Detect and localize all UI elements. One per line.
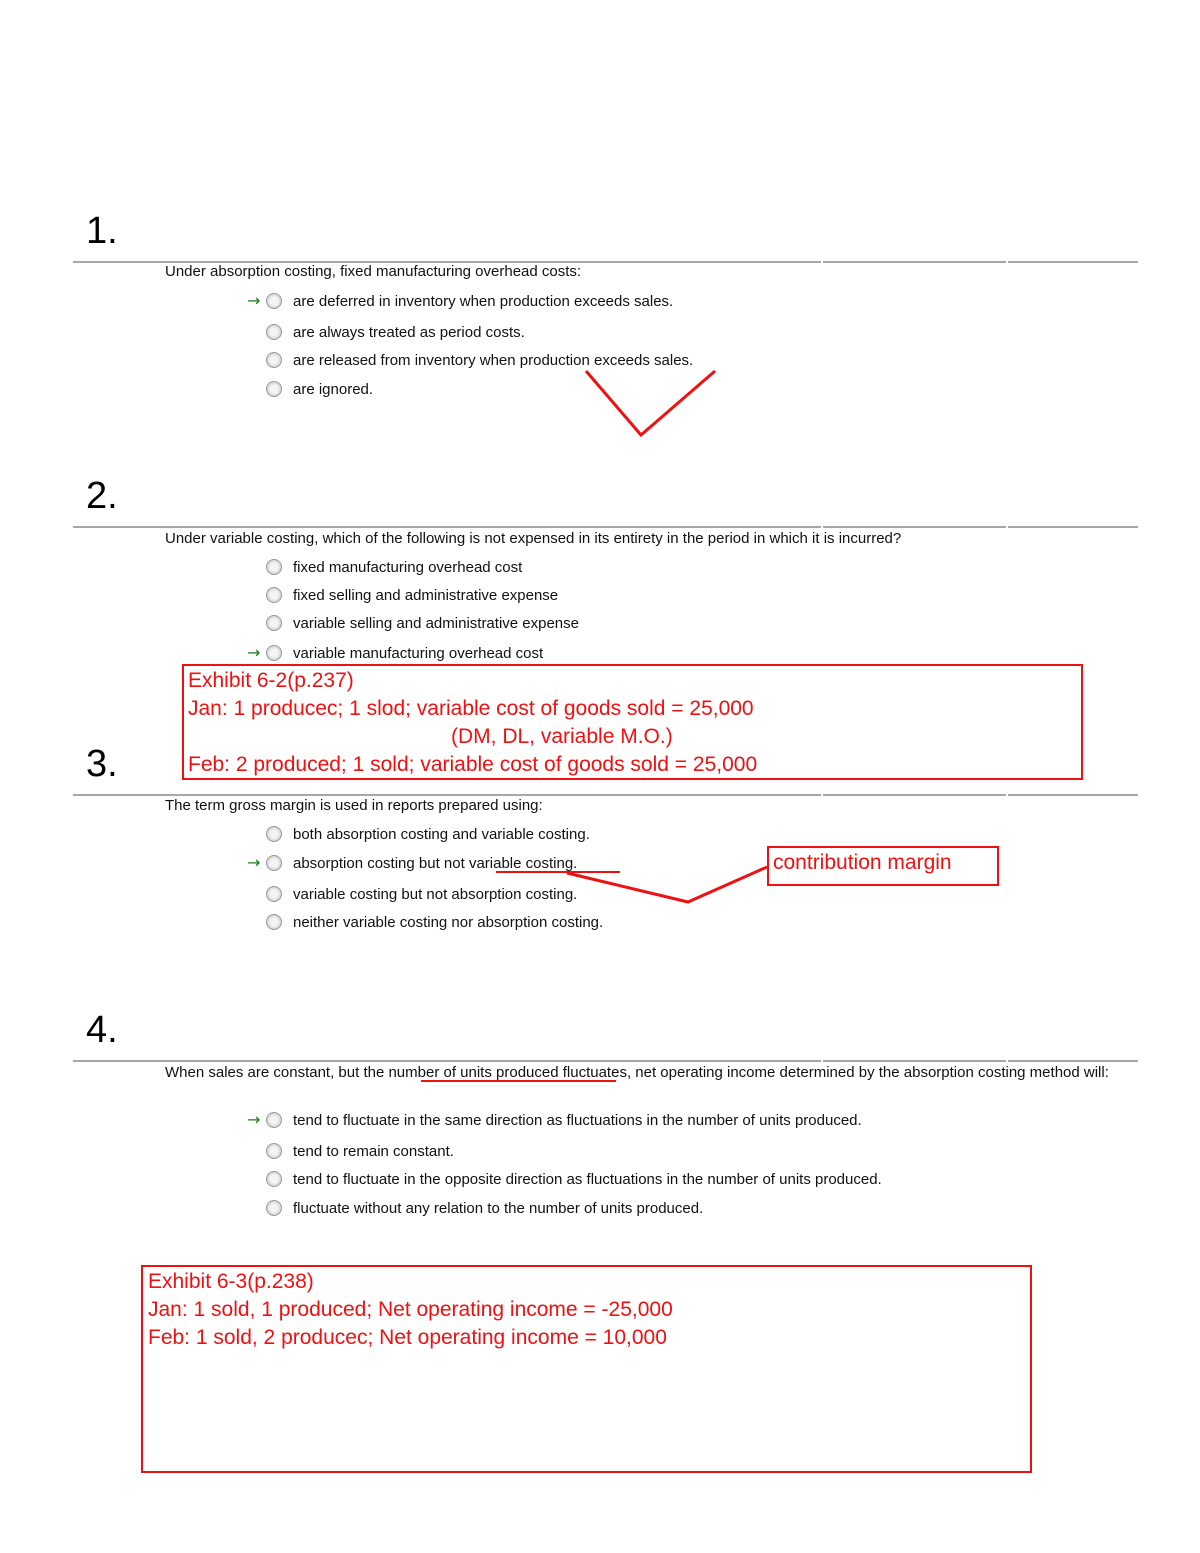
- option-label: neither variable costing nor absorption costing.: [293, 913, 604, 931]
- checkmark-icon: [586, 371, 715, 435]
- annotation-line: (DM, DL, variable M.O.): [451, 725, 673, 748]
- option-label: are deferred in inventory when production exceeds sales.: [293, 292, 674, 310]
- annotation-line: Feb: 1 sold, 2 producec; Net operating income = 10,000: [148, 1326, 667, 1349]
- annotation-line: Feb: 2 produced; 1 sold; variable cost of goods sold = 25,000: [188, 753, 758, 776]
- correct-arrow-icon: →: [247, 1110, 261, 1129]
- question-4-number: 4.: [86, 1009, 118, 1051]
- correct-arrow-icon: →: [247, 643, 261, 662]
- correct-arrow-icon: →: [247, 853, 261, 872]
- option-label: tend to remain constant.: [293, 1142, 454, 1160]
- question-2-number: 2.: [86, 475, 118, 517]
- annotation-line: Exhibit 6-3(p.238): [148, 1270, 314, 1293]
- option-label: fixed selling and administrative expense: [293, 586, 559, 604]
- option-label: both absorption costing and variable costing.: [293, 825, 590, 843]
- pointer-line: [567, 867, 767, 902]
- option-label: are always treated as period costs.: [293, 323, 525, 341]
- question-4-text: When sales are constant, but the number of units produced fluctuates, net operating income determined by the absorption costing method will:: [165, 1064, 1109, 1081]
- option-label: fixed manufacturing overhead cost: [293, 558, 523, 576]
- option-label: tend to fluctuate in the same direction as fluctuations in the number of units produced.: [293, 1111, 862, 1129]
- correct-arrow-icon: →: [247, 291, 261, 310]
- option-label: variable manufacturing overhead cost: [293, 644, 544, 662]
- option-label: variable costing but not absorption costing.: [293, 885, 578, 903]
- annotation-line: Jan: 1 producec; 1 slod; variable cost of goods sold = 25,000: [188, 697, 754, 720]
- option-label: variable selling and administrative expense: [293, 614, 579, 632]
- question-3-number: 3.: [86, 743, 118, 785]
- annotation-line: contribution margin: [773, 851, 952, 874]
- option-label: fluctuate without any relation to the number of units produced.: [293, 1199, 704, 1217]
- option-label: are released from inventory when production exceeds sales.: [293, 351, 694, 369]
- question-3-text: The term gross margin is used in reports prepared using:: [165, 797, 543, 814]
- question-1-number: 1.: [86, 210, 118, 252]
- question-1-text: Under absorption costing, fixed manufacturing overhead costs:: [165, 263, 582, 280]
- annotation-line: Jan: 1 sold, 1 produced; Net operating income = -25,000: [148, 1298, 673, 1321]
- option-label: absorption costing but not variable costing.: [293, 854, 578, 872]
- question-2-text: Under variable costing, which of the following is not expensed in its entirety in the period in which it is incurred?: [165, 530, 902, 547]
- annotation-line: Exhibit 6-2(p.237): [188, 669, 354, 692]
- option-label: tend to fluctuate in the opposite direction as fluctuations in the number of units produced.: [293, 1170, 882, 1188]
- option-label: are ignored.: [293, 380, 374, 398]
